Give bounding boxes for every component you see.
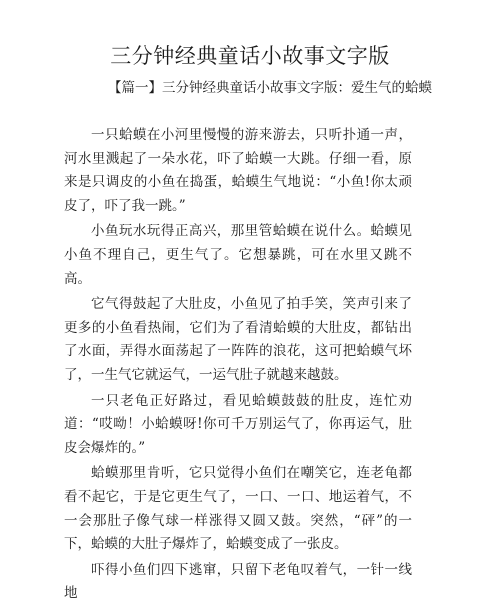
story-paragraph: 一只蛤蟆在小河里慢慢的游来游去，只听扑通一声，河水里溅起了一朵水花，吓了蛤蟆一大跳。仔细一看，原来是只调皮的小鱼在捣蛋，蛤蟆生气地说：“小鱼!你太顽皮了，吓了我一跳。” (64, 127, 412, 214)
document-title: 三分钟经典童话小故事文字版 (110, 44, 390, 68)
story-paragraph: 一只老龟正好路过，看见蛤蟆鼓鼓的肚皮，连忙劝道：“哎呦！小蛤蟆呀!你可千万别运气了，你再运气，肚皮会爆炸的。” (64, 392, 412, 456)
story-paragraph: 蛤蟆那里肯听，它只觉得小鱼们在嘲笑它，连老龟都看不起它，于是它更生气了，一口、一口、地运着气，不一会那肚子像气球一样涨得又圆又鼓。突然，“砰”的一下，蛤蟆的大肚子爆炸了，蛤蟆变成了一张皮。 (64, 465, 412, 553)
story-paragraph: 它气得鼓起了大肚皮，小鱼见了拍手笑，笑声引来了更多的小鱼看热闹，它们为了看清蛤蟆的大肚皮，都钻出了水面，弄得水面荡起了一阵阵的浪花，这可把蛤蟆气坏了，一生气它就运气，一运气肚子就越来越鼓。 (64, 296, 412, 383)
story-paragraph: 小鱼玩水玩得正高兴，那里管蛤蟆在说什么。蛤蟆见小鱼不理自己，更生气了。它想暴跳，可在水里又跳不高。 (64, 223, 412, 287)
section-heading: 【篇一】三分钟经典童话小故事文字版：爱生气的蛤蟆 (108, 80, 432, 96)
story-body (64, 124, 412, 608)
story-paragraph: 吓得小鱼们四下逃窜，只留下老龟叹着气，一针一线地 (64, 561, 412, 602)
